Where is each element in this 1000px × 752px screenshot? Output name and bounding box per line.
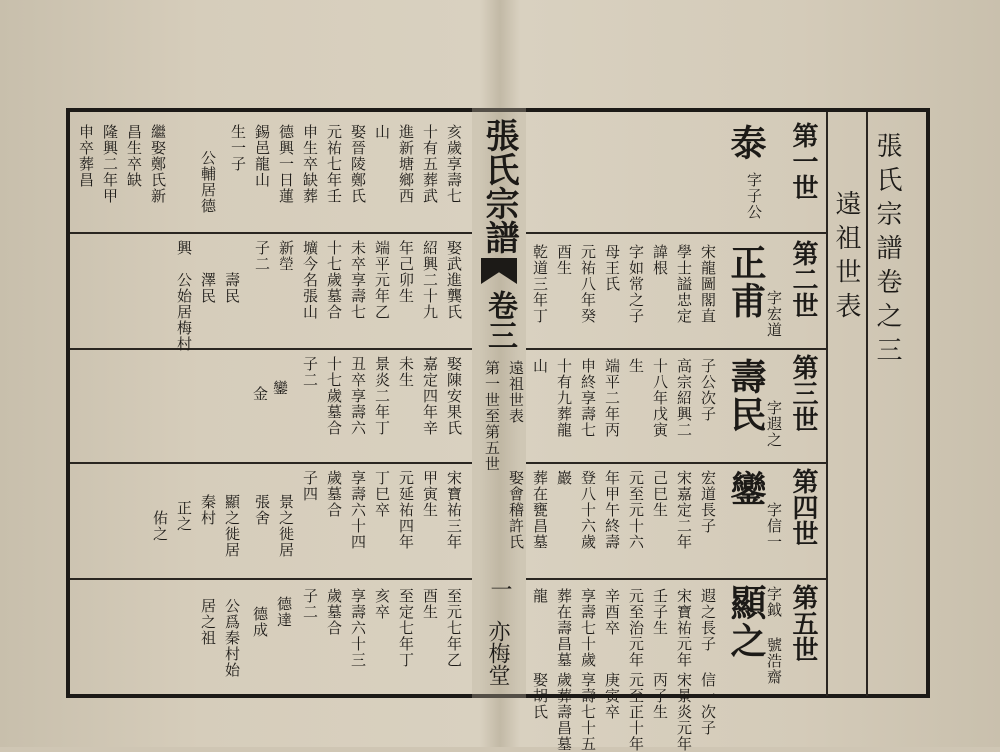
bio-line: 宋寶祐元年: [675, 588, 693, 668]
bio-line: 鑾: [271, 380, 289, 396]
bio-line: 景之徙居: [277, 494, 295, 558]
hall-name: 亦梅堂: [485, 620, 510, 686]
bio-line: 顯之徙居: [223, 494, 241, 558]
bio-line: 娶會稽許氏: [507, 470, 525, 550]
divider-outer: [866, 112, 868, 696]
bio-line: 享壽七十歲: [579, 588, 597, 668]
bio-line: 高宗紹興二: [675, 358, 693, 438]
bio-line: 子二: [301, 588, 319, 620]
bio-line: 山: [531, 358, 549, 374]
bio-line: 嘉定四年辛: [421, 356, 439, 436]
row-divider: [70, 578, 472, 580]
bio-line: 娶胡氏: [531, 672, 549, 720]
bio-line: 子四: [301, 470, 319, 502]
bio-line: 宋景炎元年: [675, 672, 693, 752]
bio-line: 宋嘉定二年: [675, 470, 693, 550]
bio-line: 十八年戊寅: [651, 358, 669, 438]
bio-line: 酉生: [421, 588, 439, 620]
bio-line: 龍: [531, 588, 549, 604]
bio-line: 山: [373, 124, 391, 140]
bio-line: 元至治元年: [627, 588, 645, 668]
bio-line: 歲葬壽昌墓: [555, 672, 573, 752]
bio-line: 甲寅生: [421, 470, 439, 518]
bio-line: 未生: [397, 356, 415, 388]
bio-line: 享壽六十三: [349, 588, 367, 668]
bio-line: 錫邑龍山: [253, 124, 271, 188]
bio-line: 澤民: [199, 272, 217, 304]
row-divider: [526, 462, 826, 464]
bio-line: 亥卒: [373, 588, 391, 620]
divider-table-title: [826, 112, 828, 696]
person-name: 鑾: [725, 470, 767, 508]
bio-line: 申生卒缺葬: [301, 124, 319, 204]
volume-label: 卷三: [482, 290, 517, 350]
page-number: 一: [487, 578, 512, 600]
bio-line: 興: [175, 240, 193, 256]
bio-line: 十有五葬武: [421, 124, 439, 204]
bio-line: 端平二年丙: [603, 358, 621, 438]
bio-line: 享壽六十四: [349, 470, 367, 550]
person-name: 壽民: [725, 358, 767, 434]
table-title: 遠祖世表: [831, 190, 861, 326]
bio-line: 德興一日蓮: [277, 124, 295, 204]
bio-line: 子二: [301, 356, 319, 388]
person-style: 字遐之: [765, 400, 783, 448]
bio-line: 娶晉陵鄭氏: [349, 124, 367, 204]
bio-line: 娶陳安果氏: [445, 356, 463, 436]
bio-line: 至元七年乙: [445, 588, 463, 668]
bio-line: 信一次子: [699, 672, 717, 736]
row-divider: [526, 232, 826, 234]
bio-line: 學士謚忠定: [675, 244, 693, 324]
bio-line: 壙今名張山: [301, 240, 319, 320]
person-name: 正甫: [725, 244, 767, 320]
outer-title: 張氏宗譜卷之三: [872, 132, 902, 370]
bio-line: 金: [251, 386, 269, 402]
bio-line: 德成: [251, 606, 269, 638]
bio-line: 宋龍圖閣直: [699, 244, 717, 324]
section-label: 遠祖世表: [507, 360, 525, 424]
bio-line: 正之: [175, 500, 193, 532]
book-title: 張氏宗譜: [479, 118, 519, 254]
bio-line: 歲墓合: [325, 470, 343, 518]
generation-label: 第四世: [788, 468, 818, 546]
row-divider: [70, 462, 472, 464]
bio-line: 佑之: [151, 510, 169, 542]
bio-line: 十七歲墓合: [325, 240, 343, 320]
bio-line: 新塋: [277, 240, 295, 272]
bio-line: 宋寶祐三年: [445, 470, 463, 550]
bio-line: 己巳生: [651, 470, 669, 518]
bio-line: 元至元十六: [627, 470, 645, 550]
bio-line: 酉生: [555, 244, 573, 276]
bio-line: 十七歲墓合: [325, 356, 343, 436]
person-name: 泰: [725, 124, 767, 162]
bio-line: 德達: [275, 596, 293, 628]
bio-line: 公始居梅村: [175, 272, 193, 352]
bio-line: 乾道三年丁: [531, 244, 549, 324]
generation-label: 第五世: [788, 584, 818, 662]
person-style: 字信一: [765, 502, 783, 550]
person-name: 顯之: [725, 584, 767, 660]
generation-label: 第三世: [788, 354, 818, 432]
bio-line: 丑卒享壽六: [349, 356, 367, 436]
bio-line: 壽民: [223, 272, 241, 304]
bio-line: 葬在壽昌墓: [555, 588, 573, 668]
bio-line: 秦村: [199, 494, 217, 526]
person-style: 字鉞 號浩齋: [765, 586, 783, 685]
bio-line: 丁巳卒: [373, 470, 391, 518]
generation-range: 第一世至第五世: [483, 360, 501, 472]
generation-label: 第一世: [788, 122, 818, 200]
bio-line: 申卒葬昌: [77, 124, 95, 188]
bio-line: 葬在甕昌墓: [531, 470, 549, 550]
row-divider: [70, 348, 472, 350]
bio-line: 子公次子: [699, 358, 717, 422]
bio-line: 端平元年乙: [373, 240, 391, 320]
bio-line: 享壽七十五: [579, 672, 597, 752]
bio-line: 進新塘鄉西: [397, 124, 415, 204]
bio-line: 娶武進龔氏: [445, 240, 463, 320]
bio-line: 諱根: [651, 244, 669, 276]
row-divider: [526, 578, 826, 580]
bio-line: 元至正十年: [627, 672, 645, 752]
person-style: 字子公: [745, 172, 763, 220]
bio-line: 遐之長子: [699, 588, 717, 652]
bio-line: 元延祐四年: [397, 470, 415, 550]
bio-line: 隆興二年甲: [101, 124, 119, 204]
bio-line: 紹興二十九: [421, 240, 439, 320]
bio-line: 登八十六歲: [579, 470, 597, 550]
bio-line: 年己卯生: [397, 240, 415, 304]
bio-line: 公輔居德: [199, 150, 217, 214]
bio-line: 昌生卒缺: [125, 124, 143, 188]
bio-line: 元祐七年壬: [325, 124, 343, 204]
bio-line: 亥歲享壽七: [445, 124, 463, 204]
row-divider: [526, 348, 826, 350]
person-style: 字宏道: [765, 290, 783, 338]
bio-line: 元祐八年癸: [579, 244, 597, 324]
bio-line: 字如常之子: [627, 244, 645, 324]
bio-line: 丙子生: [651, 672, 669, 720]
bio-line: 庚寅卒: [603, 672, 621, 720]
generation-label: 第二世: [788, 240, 818, 318]
bio-line: 子二: [253, 240, 271, 272]
bio-line: 壬子生: [651, 588, 669, 636]
bio-line: 宏道長子: [699, 470, 717, 534]
bio-line: 至定七年丁: [397, 588, 415, 668]
bio-line: 巖: [555, 470, 573, 486]
bio-line: 生一子: [229, 124, 247, 172]
bio-line: 十有九葬龍: [555, 358, 573, 438]
bio-line: 歲墓合: [325, 588, 343, 636]
row-divider: [70, 232, 472, 234]
bio-line: 母王氏: [603, 244, 621, 292]
bio-line: 生: [627, 358, 645, 374]
bio-line: 居之祖: [199, 598, 217, 646]
bio-line: 年甲午終壽: [603, 470, 621, 550]
bio-line: 繼娶鄭氏新: [149, 124, 167, 204]
bio-line: 申終享壽七: [579, 358, 597, 438]
bio-line: 景炎二年丁: [373, 356, 391, 436]
bio-line: 未卒享壽七: [349, 240, 367, 320]
bio-line: 公爲秦村始: [223, 598, 241, 678]
bio-line: 辛酉卒: [603, 588, 621, 636]
bio-line: 張舍: [253, 494, 271, 526]
